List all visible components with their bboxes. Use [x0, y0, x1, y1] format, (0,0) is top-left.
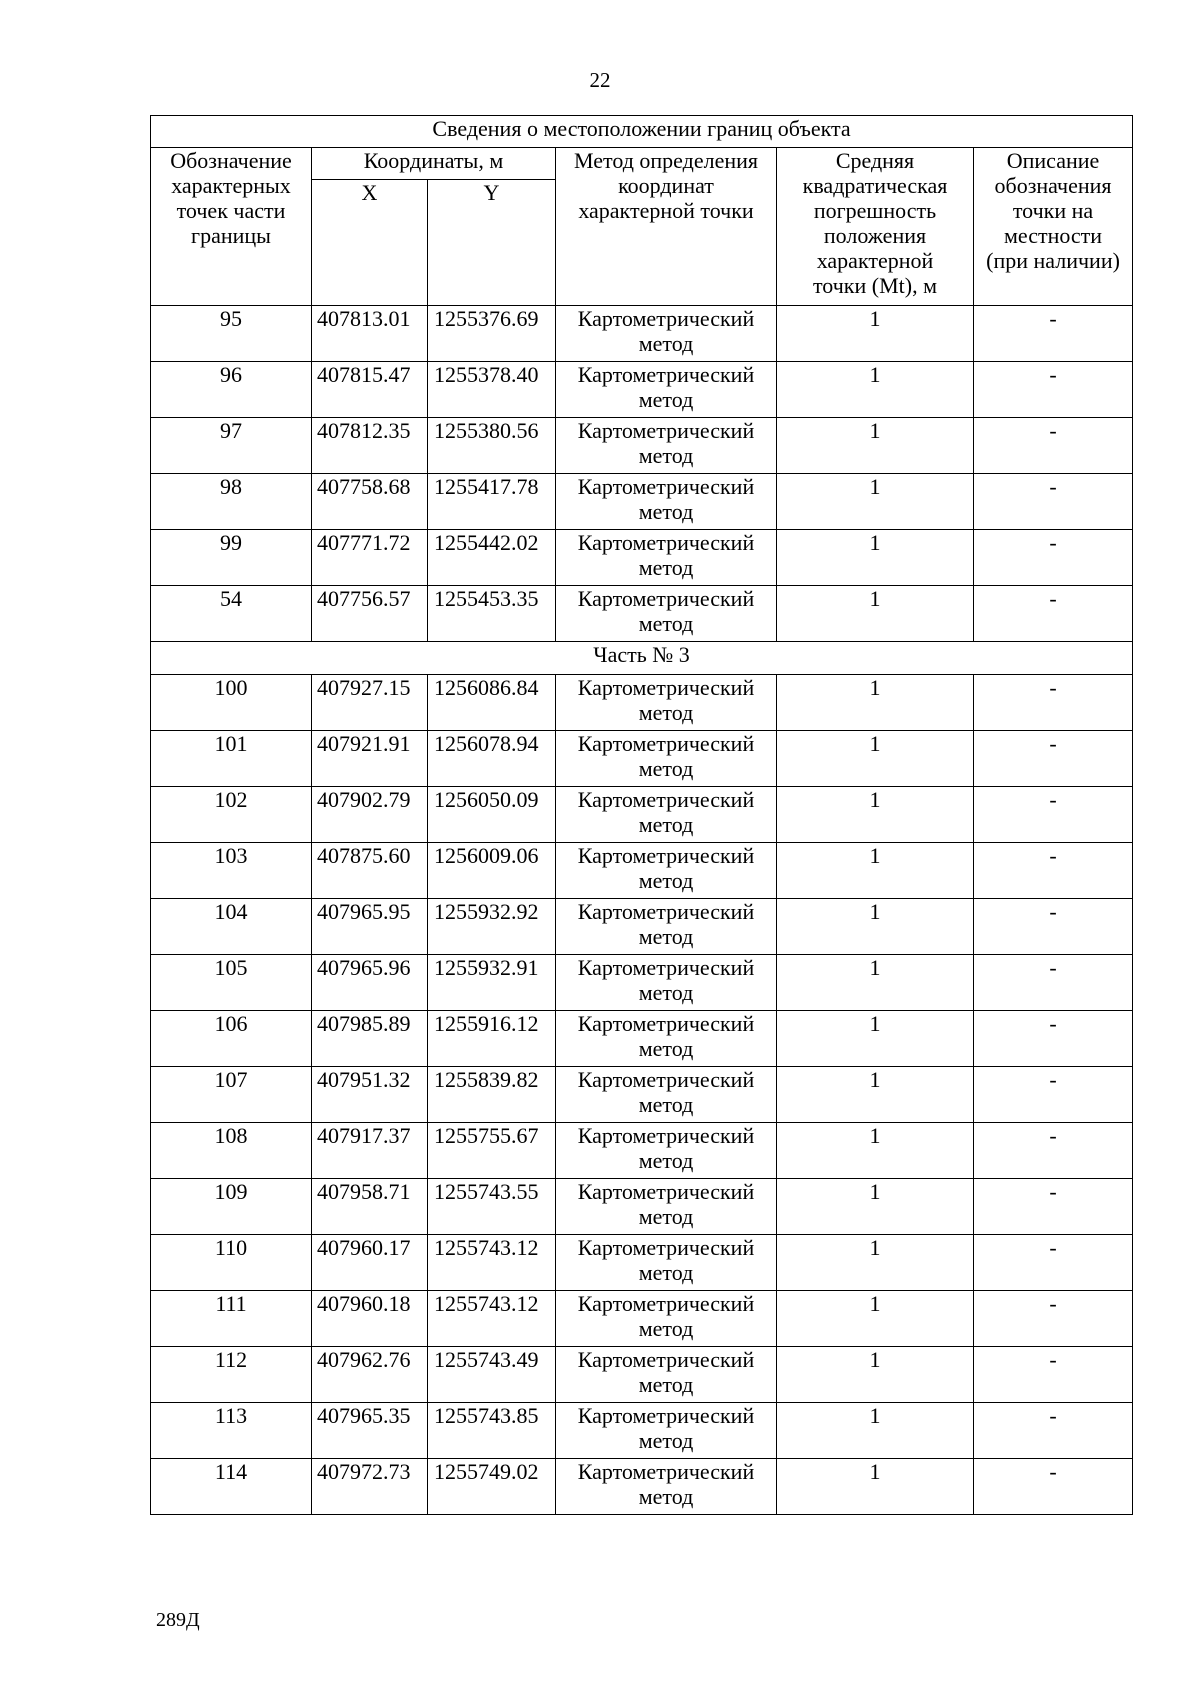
cell-description: -	[974, 474, 1133, 530]
cell-method: Картометрический метод	[556, 843, 777, 899]
cell-description: -	[974, 787, 1133, 843]
cell-point: 96	[151, 362, 312, 418]
header-description: Описание обозначения точки на местности (при наличии)	[974, 148, 1133, 306]
cell-y: 1256050.09	[428, 787, 556, 843]
header-y: Y	[428, 180, 556, 306]
table-row	[151, 1403, 1133, 1459]
cell-mt: 1	[777, 1403, 974, 1459]
cell-y: 1255932.91	[428, 955, 556, 1011]
cell-x: 407965.95	[312, 899, 428, 955]
cell-y: 1255743.12	[428, 1291, 556, 1347]
cell-description: -	[974, 731, 1133, 787]
cell-method: Картометрический метод	[556, 1403, 777, 1459]
cell-description: -	[974, 362, 1133, 418]
part-label: Часть № 3	[151, 642, 1133, 675]
cell-y: 1256009.06	[428, 843, 556, 899]
cell-method: Картометрический метод	[556, 474, 777, 530]
cell-point: 100	[151, 675, 312, 731]
cell-y: 1256086.84	[428, 675, 556, 731]
cell-point: 110	[151, 1235, 312, 1291]
table-row	[151, 1123, 1133, 1179]
table-row	[151, 1067, 1133, 1123]
cell-method: Картометрический метод	[556, 1011, 777, 1067]
table-row	[151, 362, 1133, 418]
table-row	[151, 1011, 1133, 1067]
cell-method: Картометрический метод	[556, 1067, 777, 1123]
cell-mt: 1	[777, 1459, 974, 1515]
cell-point: 104	[151, 899, 312, 955]
cell-mt: 1	[777, 362, 974, 418]
table-row	[151, 418, 1133, 474]
cell-mt: 1	[777, 731, 974, 787]
cell-point: 107	[151, 1067, 312, 1123]
cell-x: 407965.96	[312, 955, 428, 1011]
cell-x: 407771.72	[312, 530, 428, 586]
cell-description: -	[974, 1067, 1133, 1123]
header-method: Метод определения координат характерной точки	[556, 148, 777, 306]
table-row	[151, 675, 1133, 731]
footer-code: 289Д	[156, 1609, 200, 1631]
cell-description: -	[974, 1011, 1133, 1067]
table-row	[151, 955, 1133, 1011]
cell-x: 407921.91	[312, 731, 428, 787]
cell-y: 1255743.55	[428, 1179, 556, 1235]
cell-method: Картометрический метод	[556, 899, 777, 955]
cell-x: 407902.79	[312, 787, 428, 843]
page-number: 22	[589, 68, 611, 92]
header-x: X	[312, 180, 428, 306]
header-coords: Координаты, м	[312, 148, 556, 180]
cell-description: -	[974, 1347, 1133, 1403]
cell-point: 99	[151, 530, 312, 586]
cell-x: 407985.89	[312, 1011, 428, 1067]
table-row	[151, 586, 1133, 642]
cell-x: 407758.68	[312, 474, 428, 530]
cell-point: 105	[151, 955, 312, 1011]
cell-point: 101	[151, 731, 312, 787]
cell-method: Картометрический метод	[556, 586, 777, 642]
cell-point: 112	[151, 1347, 312, 1403]
cell-method: Картометрический метод	[556, 731, 777, 787]
table-row	[151, 787, 1133, 843]
header-error: Средняя квадратическая погрешность положения характерной точки (Mt), м	[777, 148, 974, 306]
cell-description: -	[974, 418, 1133, 474]
cell-description: -	[974, 899, 1133, 955]
cell-mt: 1	[777, 306, 974, 362]
table-row	[151, 899, 1133, 955]
cell-description: -	[974, 586, 1133, 642]
cell-x: 407756.57	[312, 586, 428, 642]
cell-description: -	[974, 955, 1133, 1011]
cell-point: 97	[151, 418, 312, 474]
cell-description: -	[974, 306, 1133, 362]
cell-mt: 1	[777, 843, 974, 899]
cell-mt: 1	[777, 1011, 974, 1067]
cell-description: -	[974, 843, 1133, 899]
table-row	[151, 731, 1133, 787]
cell-description: -	[974, 1403, 1133, 1459]
cell-x: 407962.76	[312, 1347, 428, 1403]
cell-y: 1255417.78	[428, 474, 556, 530]
cell-mt: 1	[777, 418, 974, 474]
cell-y: 1255755.67	[428, 1123, 556, 1179]
cell-point: 103	[151, 843, 312, 899]
cell-y: 1255453.35	[428, 586, 556, 642]
table-title-row	[151, 116, 1133, 148]
table-row	[151, 530, 1133, 586]
cell-y: 1256078.94	[428, 731, 556, 787]
cell-x: 407917.37	[312, 1123, 428, 1179]
table-row	[151, 1459, 1133, 1515]
cell-description: -	[974, 530, 1133, 586]
cell-mt: 1	[777, 1235, 974, 1291]
cell-mt: 1	[777, 1179, 974, 1235]
cell-x: 407965.35	[312, 1403, 428, 1459]
cell-description: -	[974, 1179, 1133, 1235]
cell-description: -	[974, 1235, 1133, 1291]
cell-method: Картометрический метод	[556, 1291, 777, 1347]
cell-x: 407960.18	[312, 1291, 428, 1347]
table-title: Сведения о местоположении границ объекта	[151, 116, 1133, 148]
cell-method: Картометрический метод	[556, 306, 777, 362]
table-row	[151, 306, 1133, 362]
cell-mt: 1	[777, 955, 974, 1011]
cell-y: 1255749.02	[428, 1459, 556, 1515]
cell-method: Картометрический метод	[556, 362, 777, 418]
cell-y: 1255916.12	[428, 1011, 556, 1067]
cell-mt: 1	[777, 1291, 974, 1347]
cell-mt: 1	[777, 1347, 974, 1403]
cell-method: Картометрический метод	[556, 418, 777, 474]
cell-y: 1255743.12	[428, 1235, 556, 1291]
table-row	[151, 474, 1133, 530]
cell-x: 407960.17	[312, 1235, 428, 1291]
cell-y: 1255743.49	[428, 1347, 556, 1403]
cell-mt: 1	[777, 1123, 974, 1179]
cell-point: 102	[151, 787, 312, 843]
table-row	[151, 843, 1133, 899]
header-row	[151, 148, 1133, 180]
cell-x: 407958.71	[312, 1179, 428, 1235]
cell-method: Картометрический метод	[556, 1179, 777, 1235]
header-point: Обозначение характерных точек части границы	[151, 148, 312, 306]
cell-point: 95	[151, 306, 312, 362]
cell-mt: 1	[777, 899, 974, 955]
cell-mt: 1	[777, 675, 974, 731]
cell-mt: 1	[777, 474, 974, 530]
boundary-coordinates-table	[150, 115, 1133, 1515]
cell-y: 1255839.82	[428, 1067, 556, 1123]
cell-y: 1255932.92	[428, 899, 556, 955]
cell-method: Картометрический метод	[556, 675, 777, 731]
cell-x: 407815.47	[312, 362, 428, 418]
table-row	[151, 1235, 1133, 1291]
cell-point: 98	[151, 474, 312, 530]
cell-x: 407875.60	[312, 843, 428, 899]
cell-x: 407813.01	[312, 306, 428, 362]
table-row	[151, 1179, 1133, 1235]
cell-mt: 1	[777, 530, 974, 586]
cell-y: 1255378.40	[428, 362, 556, 418]
cell-mt: 1	[777, 787, 974, 843]
cell-method: Картометрический метод	[556, 1347, 777, 1403]
cell-description: -	[974, 675, 1133, 731]
cell-method: Картометрический метод	[556, 955, 777, 1011]
cell-y: 1255442.02	[428, 530, 556, 586]
cell-mt: 1	[777, 1067, 974, 1123]
cell-point: 114	[151, 1459, 312, 1515]
cell-method: Картометрический метод	[556, 1235, 777, 1291]
cell-method: Картометрический метод	[556, 1123, 777, 1179]
cell-description: -	[974, 1123, 1133, 1179]
cell-point: 113	[151, 1403, 312, 1459]
cell-description: -	[974, 1291, 1133, 1347]
cell-point: 109	[151, 1179, 312, 1235]
table-row	[151, 1291, 1133, 1347]
cell-x: 407927.15	[312, 675, 428, 731]
cell-method: Картометрический метод	[556, 1459, 777, 1515]
cell-x: 407812.35	[312, 418, 428, 474]
cell-point: 108	[151, 1123, 312, 1179]
cell-y: 1255380.56	[428, 418, 556, 474]
cell-y: 1255376.69	[428, 306, 556, 362]
cell-mt: 1	[777, 586, 974, 642]
cell-point: 106	[151, 1011, 312, 1067]
table-row	[151, 1347, 1133, 1403]
cell-y: 1255743.85	[428, 1403, 556, 1459]
cell-method: Картометрический метод	[556, 787, 777, 843]
cell-x: 407951.32	[312, 1067, 428, 1123]
cell-point: 54	[151, 586, 312, 642]
cell-description: -	[974, 1459, 1133, 1515]
cell-method: Картометрический метод	[556, 530, 777, 586]
cell-point: 111	[151, 1291, 312, 1347]
cell-x: 407972.73	[312, 1459, 428, 1515]
part-row	[151, 642, 1133, 675]
